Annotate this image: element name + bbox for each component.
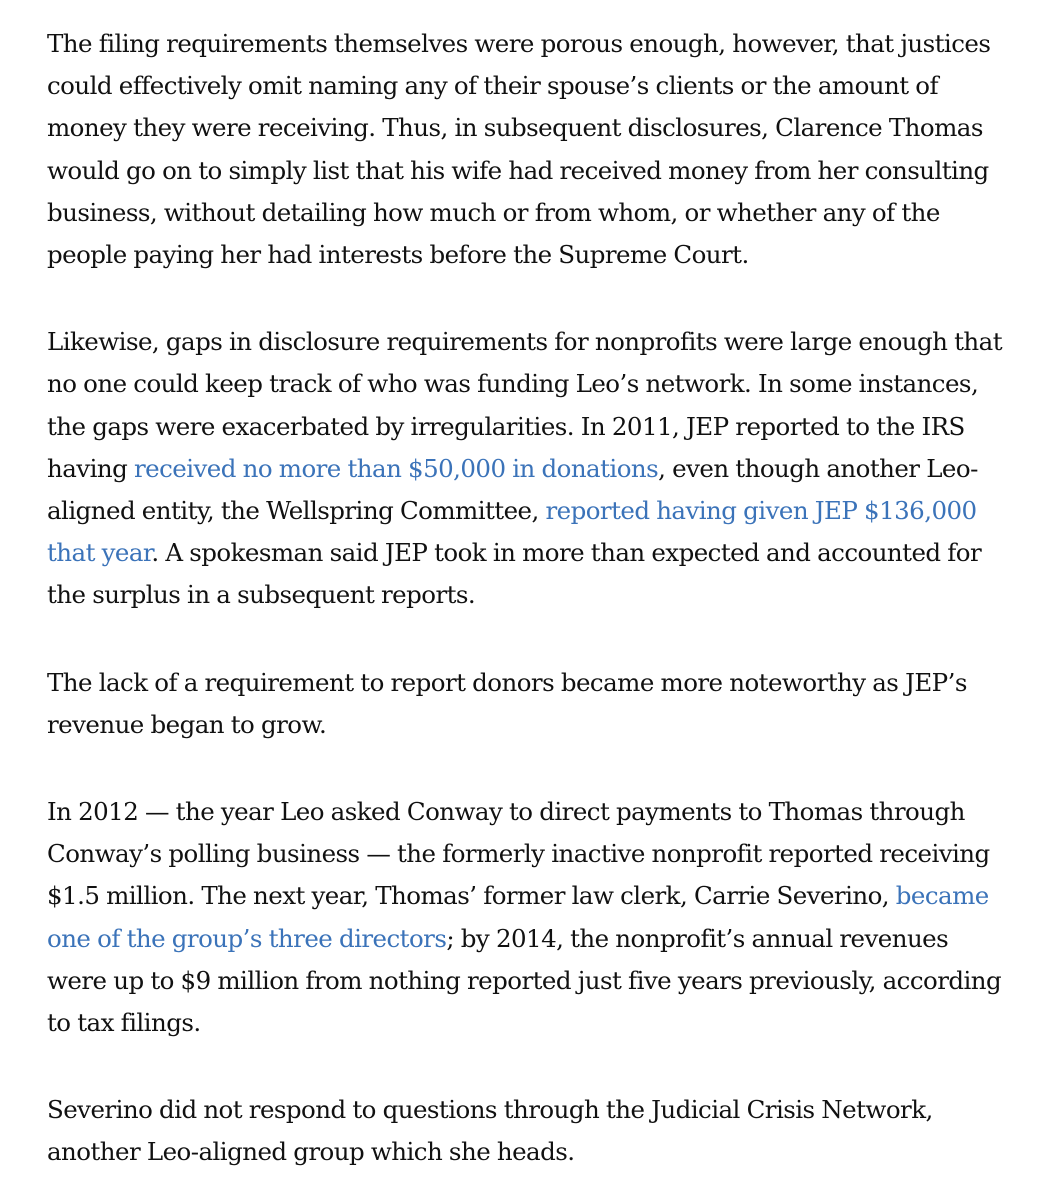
paragraph-revenue-growth xyxy=(47,662,1007,746)
text-span: Severino did not respond to questions through the Judicial Crisis Network, another Leo-aligned group which she heads. xyxy=(47,1095,933,1167)
text-span: , even though another Leo-aligned entity, the Wellspring Committee, xyxy=(47,453,978,526)
paragraph-2012-revenue xyxy=(47,791,1007,1044)
link-wellspring-grant-report[interactable]: reported having given JEP $136,000 that year xyxy=(47,496,977,568)
paragraph-nonprofit-gaps xyxy=(47,321,1007,616)
paragraph-severino-response xyxy=(47,1089,1007,1173)
link-jep-donations-filing[interactable]: received no more than $50,000 in donations xyxy=(133,453,659,483)
text-span: The filing requirements themselves were porous enough, however, that justices could effectively omit naming any of their spouse’s clients or the amount of money they were receiving. Thus, in subsequent disclosures, Clarence Thomas would go on to simply list that his wife had received money from her consulting business, without detailing how much or from whom, or whether any of the people paying her had interests before the Supreme Court. xyxy=(47,29,991,270)
paragraph-spousal-disclosure xyxy=(47,23,1007,276)
text-span: . A spokesman said JEP took in more than expected and accounted for the surplus in a subsequent reports. xyxy=(47,538,982,610)
link-severino-director[interactable]: became one of the group’s three directors xyxy=(47,881,989,953)
text-span: ; by 2014, the nonprofit’s annual revenues were up to $9 million from nothing reported just five years previously, according to tax filings. xyxy=(47,923,1002,1038)
text-span: The lack of a requirement to report donors became more noteworthy as JEP’s revenue began to grow. xyxy=(47,667,967,739)
text-span: In 2012 — the year Leo asked Conway to direct payments to Thomas through Conway’s polling business — the formerly inactive nonprofit reported receiving $1.5 million. The next year, Thomas’ former law clerk, Carrie Severino, xyxy=(47,797,990,911)
article-body xyxy=(47,23,1007,1174)
text-span: Likewise, gaps in disclosure requirements for nonprofits were large enough that no one could keep track of who was funding Leo’s network. In some instances, the gaps were exacerbated by irregularities. In 2011, JEP reported to the IRS having xyxy=(47,327,1002,483)
